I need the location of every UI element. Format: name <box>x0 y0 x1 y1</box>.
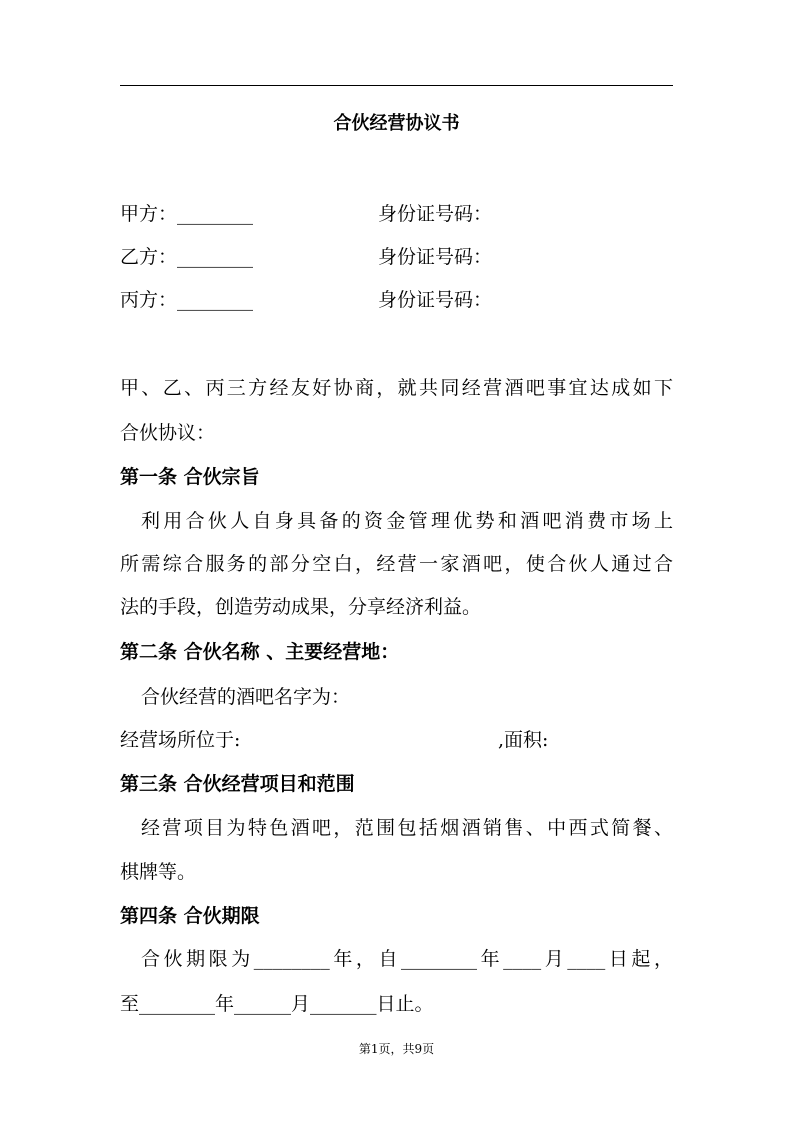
document-title: 合伙经营协议书 <box>333 113 460 134</box>
article-line: 至________年______月_______日止。 <box>120 993 434 1015</box>
article-line: 合伙期限为________年，自________年____月____日起， <box>141 948 673 970</box>
article-heading: 第二条 合伙名称 、主要经营地： <box>120 641 400 663</box>
place-row <box>120 727 673 753</box>
article-line: 经营项目为特色酒吧，范围包括烟酒销售、中西式简餐、 <box>141 817 673 839</box>
article-heading: 第一条 合伙宗旨 <box>120 466 260 488</box>
article-heading: 第四条 合伙期限 <box>120 905 260 927</box>
article-heading: 第三条 合伙经营项目和范围 <box>120 773 355 795</box>
party-b-id-label: 身份证号码： <box>378 246 493 268</box>
article-line: 利用合伙人自身具备的资金管理优势和酒吧消费市场上 <box>141 510 673 532</box>
header-rule <box>120 85 673 86</box>
party-c-id-label: 身份证号码： <box>378 289 493 311</box>
article-line: 所需综合服务的部分空白，经营一家酒吧，使合伙人通过合 <box>120 553 673 575</box>
area-label: ,面积: <box>498 729 549 751</box>
intro-line: 合伙协议： <box>120 422 216 444</box>
place-label: 经营场所位于: <box>120 729 241 751</box>
party-a-name: 甲方：________ <box>120 203 254 225</box>
article-line: 合伙经营的酒吧名字为： <box>141 686 351 708</box>
party-a-id-label: 身份证号码： <box>378 203 493 225</box>
party-c-name: 丙方：________ <box>120 289 254 311</box>
party-b-name: 乙方：________ <box>120 246 254 268</box>
page-number: 第1页，共9页 <box>358 1042 435 1056</box>
intro-line: 甲、乙、丙三方经友好协商，就共同经营酒吧事宜达成如下 <box>120 377 673 399</box>
article-line: 法的手段，创造劳动成果，分享经济利益。 <box>120 596 482 618</box>
article-line: 棋牌等。 <box>120 861 197 883</box>
